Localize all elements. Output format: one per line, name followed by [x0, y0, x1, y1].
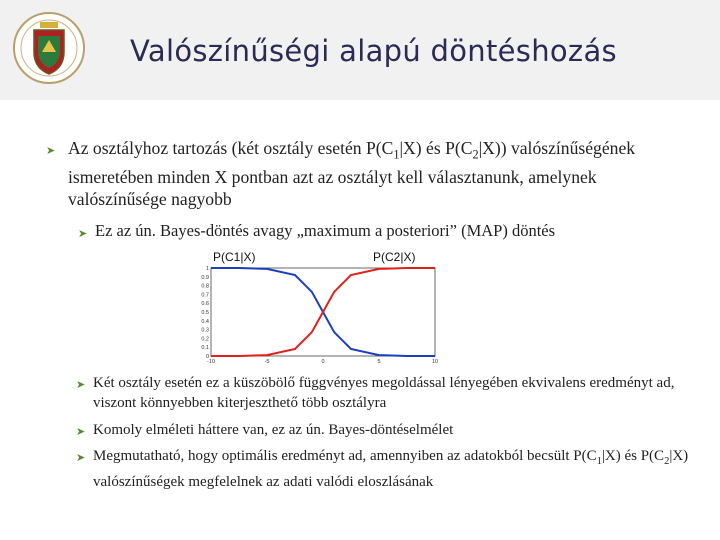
y-tick-label: 0.4	[201, 318, 209, 325]
bullet-two-class: ➤ Két osztály esetén ez a küszöbölő függvényes megoldással lényegében ekvivalens eredményt ad, viszont könnyebben kiterjeszthető több osztályra	[76, 375, 675, 411]
bullet-bayes-decision: ➤ Ez az ún. Bayes-döntés avagy „maximum a posteriori” (MAP) döntés	[78, 220, 698, 242]
y-tick-label: 0.9	[201, 274, 209, 281]
bullet-optimality: ➤ Megmutatható, hogy optimális eredményt ad, amennyiben az adatokból becsült $P(C_1|X)$ és $P(C_2|X)$ valószínűségek megfelelnek az adati valódi eloszlásának	[76, 448, 689, 490]
x-tick-label: 0	[321, 359, 325, 365]
y-tick-label: 0.2	[201, 336, 209, 343]
y-tick-label: 0.1	[201, 345, 209, 352]
bullet-arrow-icon: ➤	[76, 426, 86, 438]
series-label-2: P(C2|X)	[373, 250, 416, 264]
bullet-arrow-icon: ➤	[46, 145, 56, 157]
x-tick-label: 5	[377, 359, 381, 365]
y-tick-label: 1	[205, 266, 209, 272]
bullet-arrow-icon: ➤	[76, 379, 86, 391]
x-tick-label: -5	[264, 359, 270, 365]
y-tick-label: 0	[205, 354, 209, 360]
series-label-1: P(C1|X)	[213, 250, 256, 264]
y-tick-label: 0.8	[201, 283, 209, 290]
y-tick-label: 0.7	[201, 292, 209, 299]
y-tick-label: 0.6	[201, 301, 209, 308]
x-tick-label: -10	[207, 359, 215, 365]
y-tick-label: 0.3	[201, 327, 209, 334]
bullet-theory: ➤ Komoly elméleti háttere van, ez az ún. Bayes-döntéselmélet	[76, 420, 706, 440]
bullet-arrow-icon: ➤	[76, 452, 86, 464]
coat-of-arms-logo	[12, 8, 86, 88]
x-tick-label: 10	[431, 359, 439, 365]
slide-title: Valószínűségi alapú döntéshozás	[130, 34, 617, 68]
y-tick-label: 0.5	[201, 310, 209, 316]
bullet-class-membership: ➤ Az osztályhoz tartozás (két osztály esetén $P(C_1|X)$ és $P(C_2|X)$) valószínűségének ismeretében minden X pontban azt az osztályt kell választanunk, amelynek valószínűsége nagyobb	[46, 138, 636, 209]
bullet-arrow-icon: ➤	[78, 228, 88, 240]
posterior-chart	[195, 246, 443, 366]
